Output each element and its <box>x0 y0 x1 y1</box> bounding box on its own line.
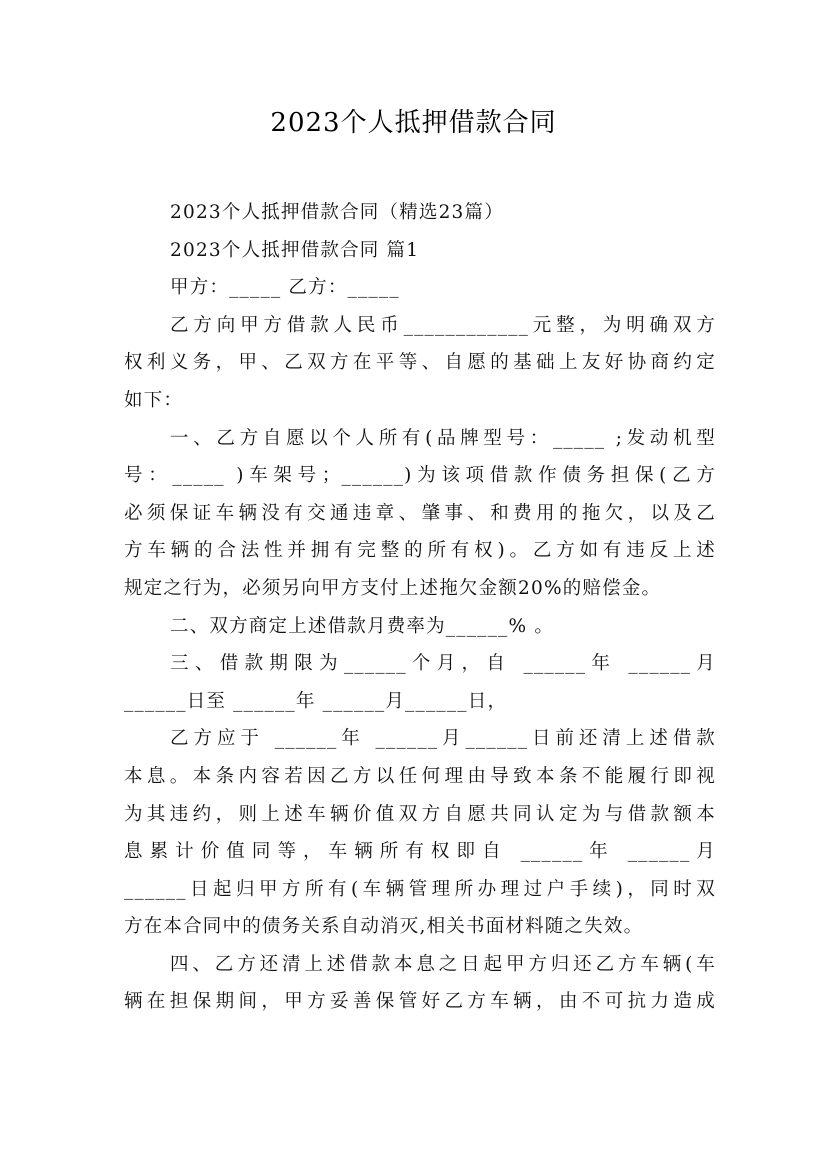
subtitle-line: 2023个人抵押借款合同（精选23篇） <box>170 202 504 223</box>
text-line: 乙方应于 ______年 ______月______日前还清上述借款 <box>170 728 716 750</box>
text-line: 如下： <box>124 389 184 411</box>
text-line: 方车辆的合法性并拥有完整的所有权)。乙方如有违反上述 <box>124 540 716 562</box>
text-line: 本息。本条内容若因乙方以任何理由导致本条不能履行即视 <box>124 765 716 787</box>
text-line: 三、借款期限为______个月，自 ______年 ______月 <box>170 653 716 675</box>
document-title: 2023个人抵押借款合同 <box>270 108 557 138</box>
parties-line: 甲方：_____ 乙方：_____ <box>170 277 400 299</box>
section-heading: 2023个人抵押借款合同 篇1 <box>170 239 420 261</box>
document-body <box>124 194 716 1021</box>
text-line: ______日起归甲方所有(车辆管理所办理过户手续)，同时双 <box>124 878 716 900</box>
text-line: 二、双方商定上述借款月费率为______% 。 <box>170 615 555 637</box>
text-line: 四、乙方还清上述借款本息之日起甲方归还乙方车辆(车 <box>170 953 716 975</box>
text-line: 方在本合同中的债务关系自动消灭,相关书面材料随之失效。 <box>124 916 644 938</box>
text-line: 辆在担保期间，甲方妥善保管好乙方车辆，由不可抗力造成 <box>124 991 716 1013</box>
text-line: 必须保证车辆没有交通违章、肇事、和费用的拖欠，以及乙 <box>124 502 716 524</box>
text-line: 权利义务，甲、乙双方在平等、自愿的基础上友好协商约定 <box>124 352 716 374</box>
text-line: 一、乙方自愿以个人所有(品牌型号：_____ ;发动机型 <box>170 427 716 449</box>
text-line: ______日至 ______年 ______月______日， <box>124 690 508 712</box>
text-line: 规定之行为，必须另向甲方支付上述拖欠金额20%的赔偿金。 <box>124 577 662 599</box>
text-line: 息累计价值同等，车辆所有权即自 ______年 ______月 <box>124 841 716 863</box>
text-line: 乙方向甲方借款人民币____________元整，为明确双方 <box>170 314 716 336</box>
text-line: 为其违约，则上述车辆价值双方自愿共同认定为与借款额本 <box>124 803 716 825</box>
text-line: 号：_____ )车架号；______)为该项借款作债务担保(乙方 <box>124 465 716 487</box>
